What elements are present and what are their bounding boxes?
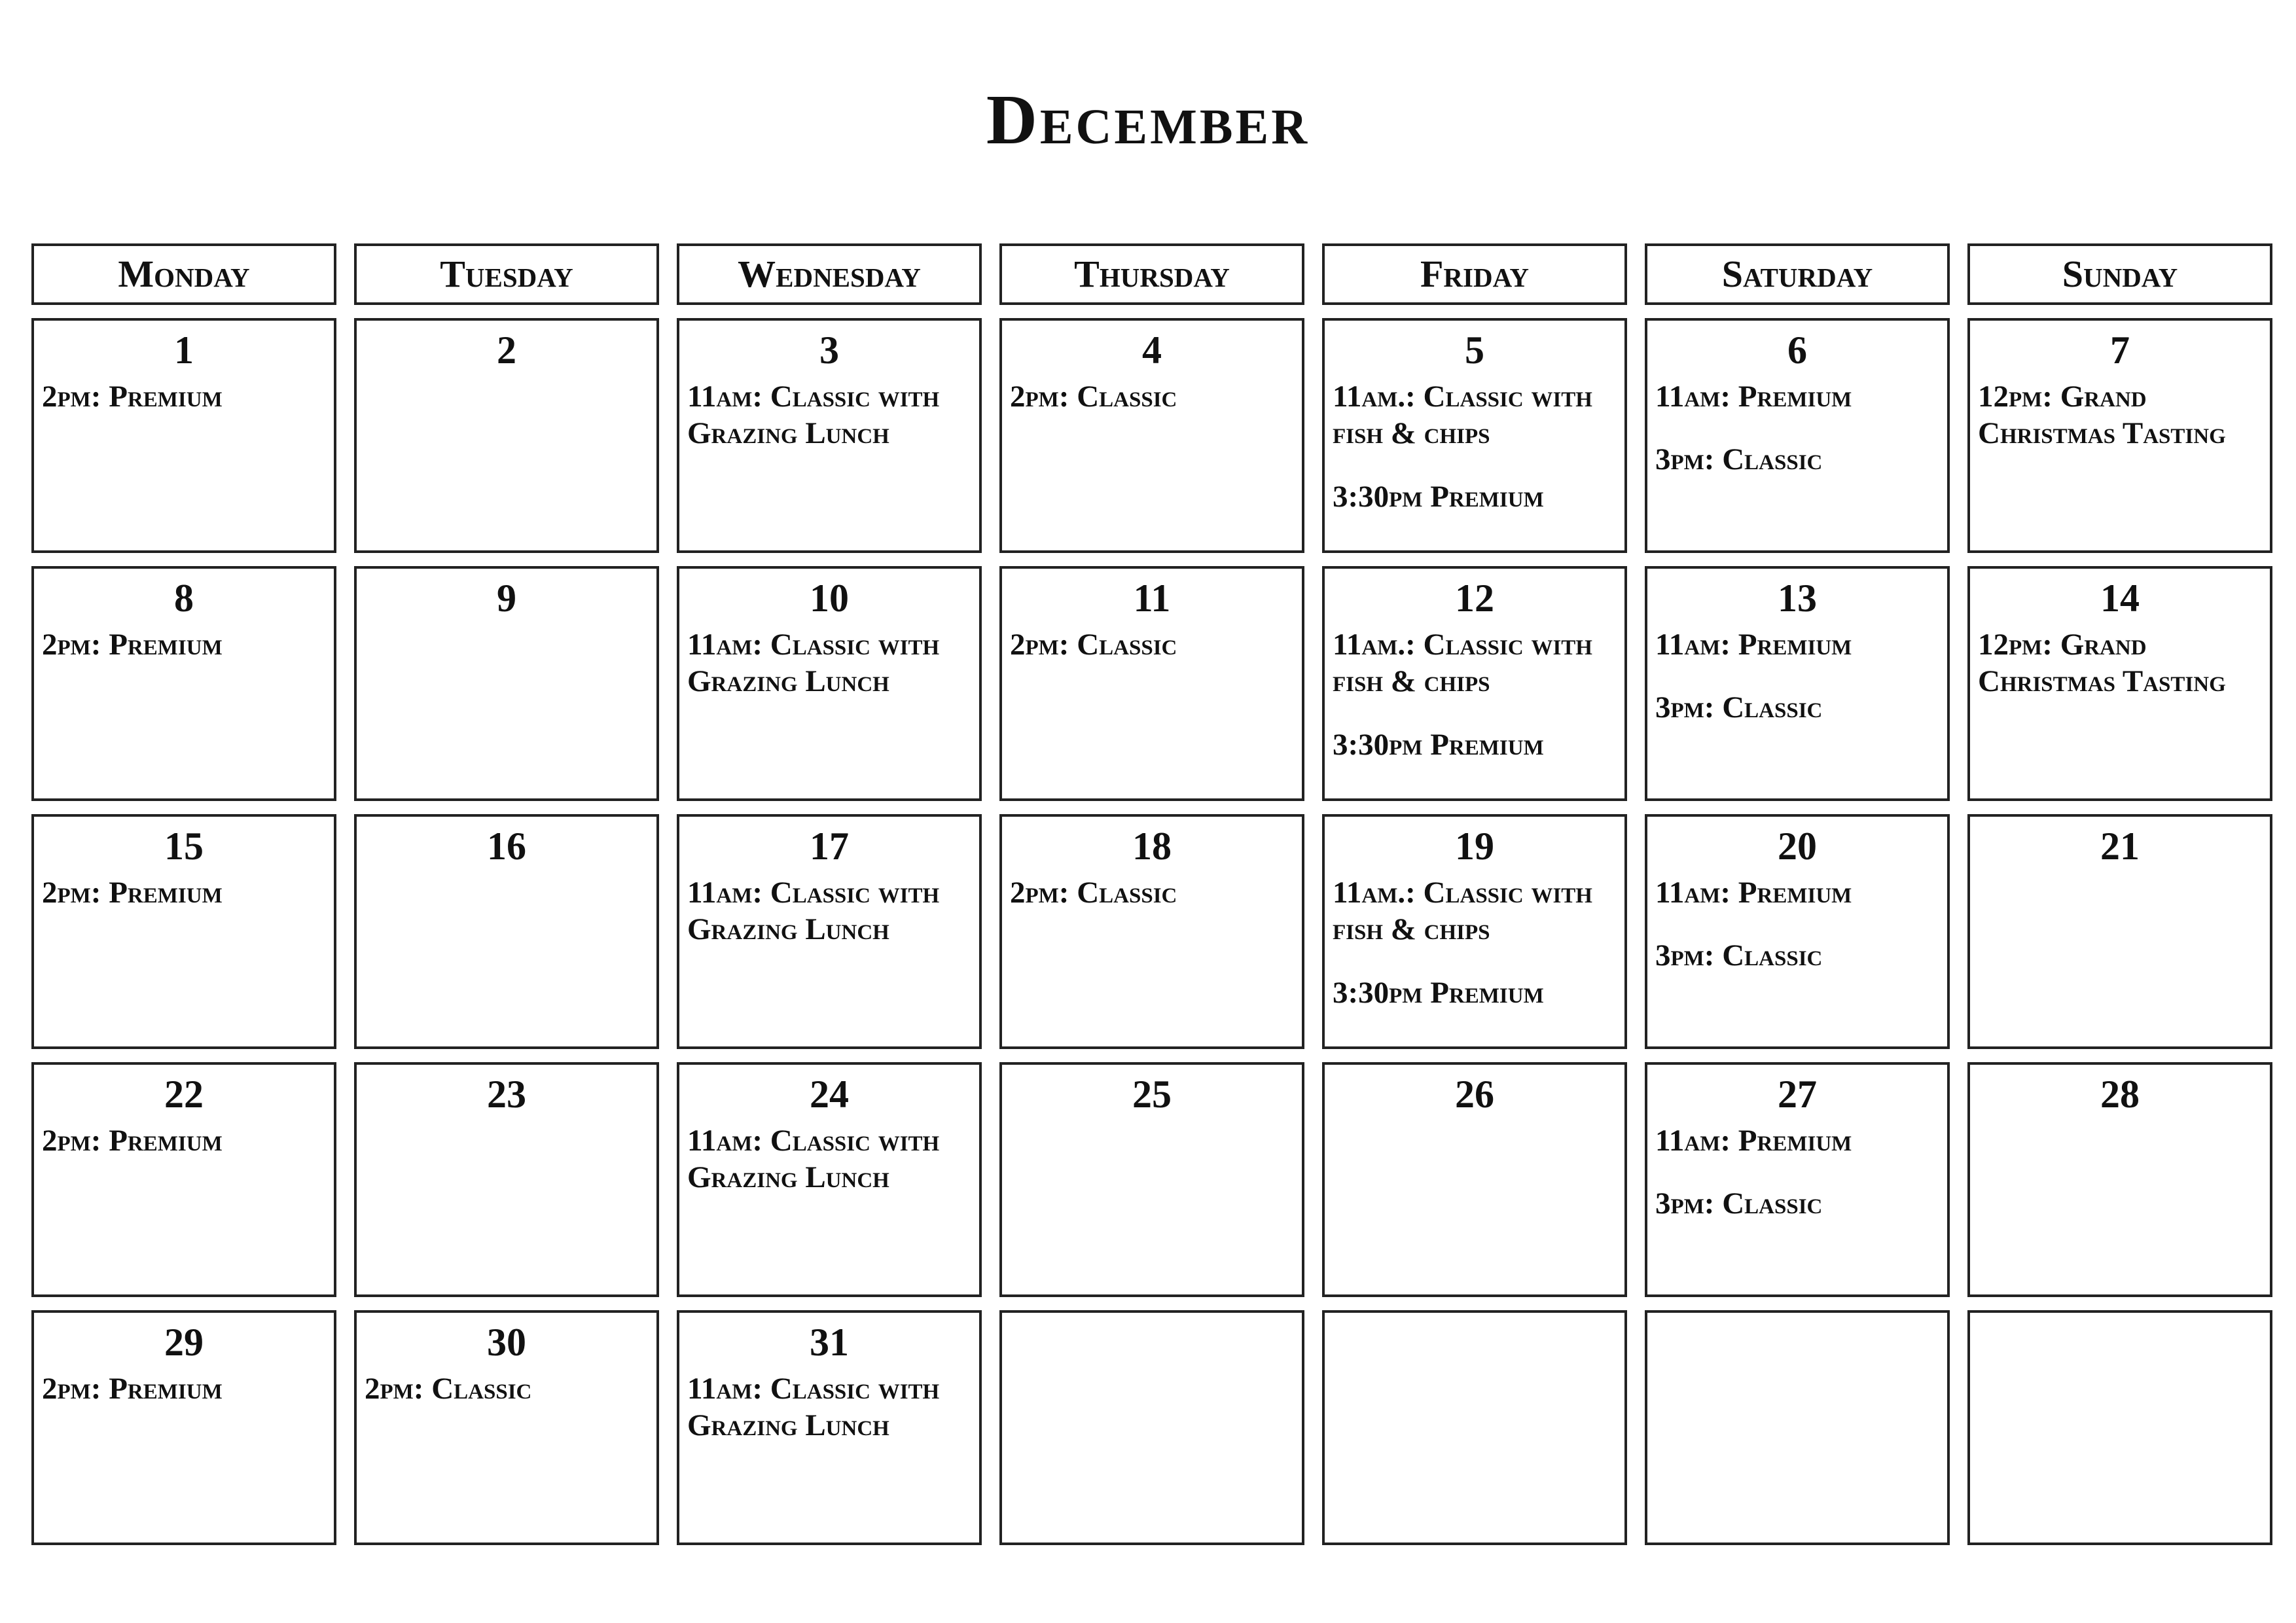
day-cell bbox=[999, 318, 1304, 553]
event-entry: 11am: Classic with Grazing Lunch bbox=[687, 1124, 940, 1195]
day-number: 24 bbox=[810, 1073, 849, 1116]
event-entry: 2pm: Classic bbox=[1010, 876, 1177, 910]
day-cell bbox=[677, 814, 982, 1049]
event-entry: 11am: Classic with Grazing Lunch bbox=[687, 876, 940, 947]
weekday-header-friday: Friday bbox=[1322, 243, 1627, 305]
event-entry: 3:30pm Premium bbox=[1333, 479, 1544, 514]
day-cell bbox=[999, 814, 1304, 1049]
day-cell bbox=[1322, 318, 1627, 553]
day-number: 3 bbox=[819, 329, 839, 372]
weekday-header-monday: Monday bbox=[31, 243, 336, 305]
weekday-header-thursday: Thursday bbox=[999, 243, 1304, 305]
weekday-header-saturday: Saturday bbox=[1645, 243, 1950, 305]
event-entry: 12pm: Grand Christmas Tasting bbox=[1978, 380, 2226, 451]
day-cell bbox=[1967, 1062, 2272, 1297]
day-cell bbox=[31, 1062, 336, 1297]
event-entry: 11am: Classic with Grazing Lunch bbox=[687, 628, 940, 699]
event-entry: 2pm: Premium bbox=[42, 1124, 223, 1158]
day-number: 23 bbox=[487, 1073, 526, 1116]
day-number: 1 bbox=[174, 329, 194, 372]
event-entry: 3pm: Classic bbox=[1655, 1186, 1823, 1221]
day-number: 16 bbox=[487, 825, 526, 868]
day-cell bbox=[1322, 1062, 1627, 1297]
day-number: 19 bbox=[1455, 825, 1494, 868]
event-entry: 3:30pm Premium bbox=[1333, 975, 1544, 1010]
day-cell bbox=[677, 318, 982, 553]
event-entry: 3pm: Classic bbox=[1655, 690, 1823, 725]
day-number: 28 bbox=[2100, 1073, 2140, 1116]
day-number: 10 bbox=[810, 577, 849, 620]
day-cell bbox=[677, 1062, 982, 1297]
empty-day-cell bbox=[1645, 1310, 1950, 1545]
day-cell bbox=[1645, 566, 1950, 801]
weekday-header-tuesday: Tuesday bbox=[354, 243, 659, 305]
day-number: 14 bbox=[2100, 577, 2140, 620]
day-number: 18 bbox=[1132, 825, 1172, 868]
event-entry: 3pm: Classic bbox=[1655, 938, 1823, 973]
event-entry: 11am: Classic with Grazing Lunch bbox=[687, 1372, 940, 1443]
day-cell bbox=[677, 566, 982, 801]
weekday-header-sunday: Sunday bbox=[1967, 243, 2272, 305]
day-cell bbox=[31, 1310, 336, 1545]
day-number: 21 bbox=[2100, 825, 2140, 868]
empty-day-cell bbox=[1967, 1310, 2272, 1545]
day-number: 11 bbox=[1133, 577, 1171, 620]
event-entry: 2pm: Premium bbox=[42, 876, 223, 910]
day-number: 7 bbox=[2110, 329, 2130, 372]
day-cell bbox=[1967, 814, 2272, 1049]
event-entry: 2pm: Classic bbox=[1010, 628, 1177, 662]
day-number: 29 bbox=[164, 1321, 204, 1364]
day-cell bbox=[1967, 318, 2272, 553]
event-entry: 2pm: Premium bbox=[42, 628, 223, 662]
day-cell bbox=[1322, 814, 1627, 1049]
month-title: December bbox=[986, 81, 1310, 159]
event-entry: 11am: Premium bbox=[1655, 628, 1852, 662]
day-cell bbox=[999, 566, 1304, 801]
event-entry: 11am.: Classic with fish & chips bbox=[1333, 876, 1592, 947]
event-entry: 2pm: Classic bbox=[365, 1372, 532, 1406]
day-cell bbox=[354, 1310, 659, 1545]
event-entry: 12pm: Grand Christmas Tasting bbox=[1978, 628, 2226, 699]
event-entry: 11am: Premium bbox=[1655, 1124, 1852, 1158]
day-number: 13 bbox=[1778, 577, 1817, 620]
day-number: 25 bbox=[1132, 1073, 1172, 1116]
day-number: 4 bbox=[1142, 329, 1162, 372]
event-entry: 2pm: Classic bbox=[1010, 380, 1177, 414]
day-number: 26 bbox=[1455, 1073, 1494, 1116]
event-entry: 11am: Classic with Grazing Lunch bbox=[687, 380, 940, 451]
day-cell bbox=[354, 318, 659, 553]
calendar-grid bbox=[31, 318, 2269, 1544]
day-number: 9 bbox=[497, 577, 516, 620]
day-number: 31 bbox=[810, 1321, 849, 1364]
day-cell bbox=[1967, 566, 2272, 801]
day-cell bbox=[1645, 318, 1950, 553]
day-cell bbox=[999, 1062, 1304, 1297]
empty-day-cell bbox=[999, 1310, 1304, 1545]
event-entry: 11am.: Classic with fish & chips bbox=[1333, 628, 1592, 699]
day-cell bbox=[354, 1062, 659, 1297]
day-cell bbox=[1645, 814, 1950, 1049]
day-number: 8 bbox=[174, 577, 194, 620]
day-number: 17 bbox=[810, 825, 849, 868]
day-number: 22 bbox=[164, 1073, 204, 1116]
event-entry: 11am: Premium bbox=[1655, 380, 1852, 414]
event-entry: 11am: Premium bbox=[1655, 876, 1852, 910]
event-entry: 3:30pm Premium bbox=[1333, 727, 1544, 762]
day-number: 30 bbox=[487, 1321, 526, 1364]
day-cell bbox=[31, 566, 336, 801]
event-entry: 3pm: Classic bbox=[1655, 442, 1823, 477]
day-number: 15 bbox=[164, 825, 204, 868]
event-entry: 2pm: Premium bbox=[42, 1372, 223, 1406]
empty-day-cell bbox=[1322, 1310, 1627, 1545]
day-number: 2 bbox=[497, 329, 516, 372]
day-cell bbox=[677, 1310, 982, 1545]
event-entry: 2pm: Premium bbox=[42, 380, 223, 414]
day-number: 6 bbox=[1787, 329, 1807, 372]
day-cell bbox=[31, 318, 336, 553]
day-cell bbox=[1322, 566, 1627, 801]
day-cell bbox=[31, 814, 336, 1049]
day-cell bbox=[354, 814, 659, 1049]
day-number: 27 bbox=[1778, 1073, 1817, 1116]
day-number: 5 bbox=[1465, 329, 1484, 372]
day-number: 20 bbox=[1778, 825, 1817, 868]
day-number: 12 bbox=[1455, 577, 1494, 620]
weekday-header-wednesday: Wednesday bbox=[677, 243, 982, 305]
weekday-header-row bbox=[31, 243, 2269, 305]
day-cell bbox=[354, 566, 659, 801]
day-cell bbox=[1645, 1062, 1950, 1297]
event-entry: 11am.: Classic with fish & chips bbox=[1333, 380, 1592, 451]
